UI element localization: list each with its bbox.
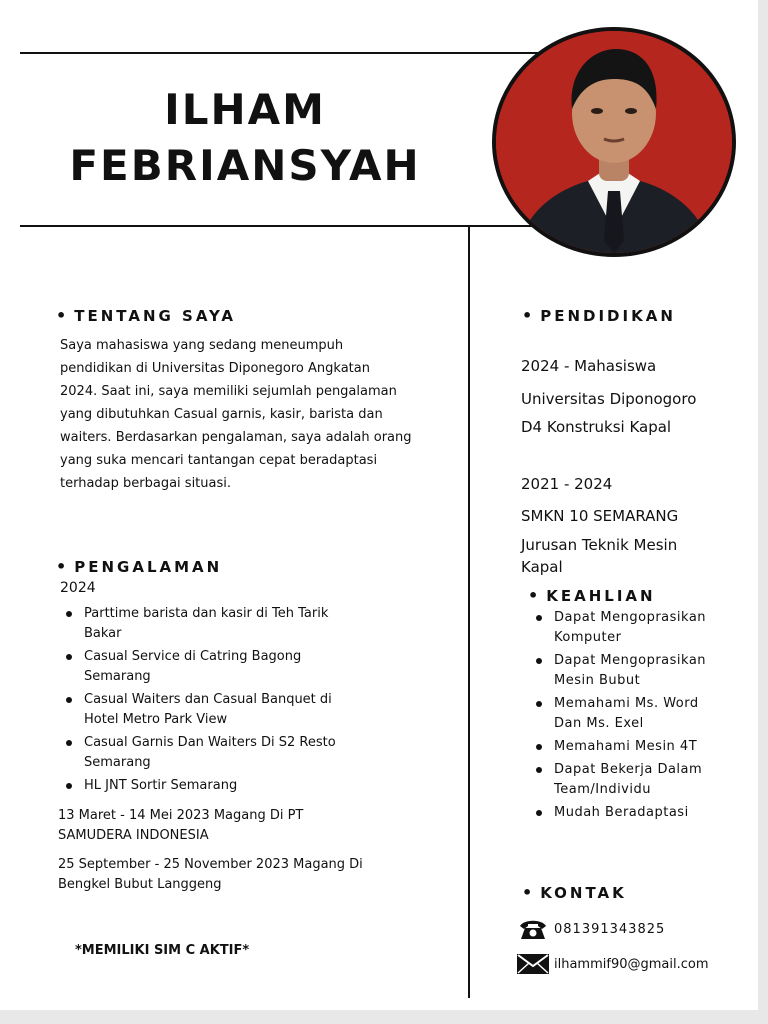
internship-bengkel: 25 September - 25 November 2023 Magang Di Bengkel Bubut Langgeng (58, 857, 363, 892)
header-divider (20, 225, 540, 227)
experience-list (62, 604, 422, 799)
list-item: Memahami Ms. Word Dan Ms. Exel (532, 694, 742, 734)
list-item: Mudah Beradaptasi (532, 803, 742, 823)
education-period-1: 2024 - Mahasiswa (521, 357, 657, 375)
list-item: Casual Service di Catring Bagong Semarang (62, 647, 422, 687)
list-item: Parttime barista dan kasir di Teh Tarik Bakar (62, 604, 422, 644)
about-heading: • TENTANG SAYA (56, 306, 237, 325)
education-school-2: SMKN 10 SEMARANG (521, 507, 679, 525)
phone-number: 081391343825 (554, 921, 666, 937)
name-line-2: FEBRIANSYAH (69, 141, 421, 190)
education-school-1: Universitas Diponogoro (521, 390, 697, 408)
column-divider (468, 225, 470, 998)
experience-year: 2024 (60, 580, 96, 596)
email-address: ilhammif90@gmail.com (554, 956, 709, 972)
education-period-2: 2021 - 2024 (521, 475, 613, 493)
list-item: HL JNT Sortir Semarang (62, 776, 422, 796)
envelope-icon (516, 953, 550, 975)
education-major-1: D4 Konstruksi Kapal (521, 418, 672, 436)
education-heading: • PENDIDIKAN (522, 306, 676, 325)
list-item: Dapat Mengoprasikan Komputer (532, 608, 742, 648)
portrait-illustration (496, 31, 732, 253)
list-item: Dapat Mengoprasikan Mesin Bubut (532, 651, 742, 691)
top-divider (20, 52, 540, 54)
list-item: Memahami Mesin 4T (532, 737, 742, 757)
about-text: Saya mahasiswa yang sedang meneumpuh pendidikan di Universitas Diponegoro Angkatan 2024. Saat ini, saya memiliki sejumlah pengalaman yang dibutuhkan Casual garnis, kasir, barista dan waiters. Berdasarkan pengalaman, saya adalah orang yang suka mencari tantangan cepat beradaptasi terhadap berbagai situasi. (60, 338, 412, 491)
skills-list (532, 608, 742, 826)
contact-phone (516, 918, 665, 940)
list-item: Dapat Bekerja Dalam Team/Individu (532, 760, 742, 800)
experience-heading: • PENGALAMAN (56, 557, 223, 576)
full-name (20, 82, 470, 194)
contact-email (516, 953, 709, 975)
list-item: Casual Waiters dan Casual Banquet di Hotel Metro Park View (62, 690, 422, 730)
contact-heading: • KONTAK (522, 883, 627, 902)
education-major-2: Jurusan Teknik Mesin Kapal (521, 536, 678, 576)
profile-photo (492, 27, 736, 257)
name-line-1: ILHAM (164, 85, 326, 134)
internship-samudera: 13 Maret - 14 Mei 2023 Magang Di PT SAMUDERA INDONESIA (58, 808, 304, 843)
skills-heading: • KEAHLIAN (528, 586, 656, 605)
list-item: Casual Garnis Dan Waiters Di S2 Resto Semarang (62, 733, 422, 773)
telephone-icon (516, 918, 550, 940)
driving-license-note: *MEMILIKI SIM C AKTIF* (75, 943, 250, 958)
